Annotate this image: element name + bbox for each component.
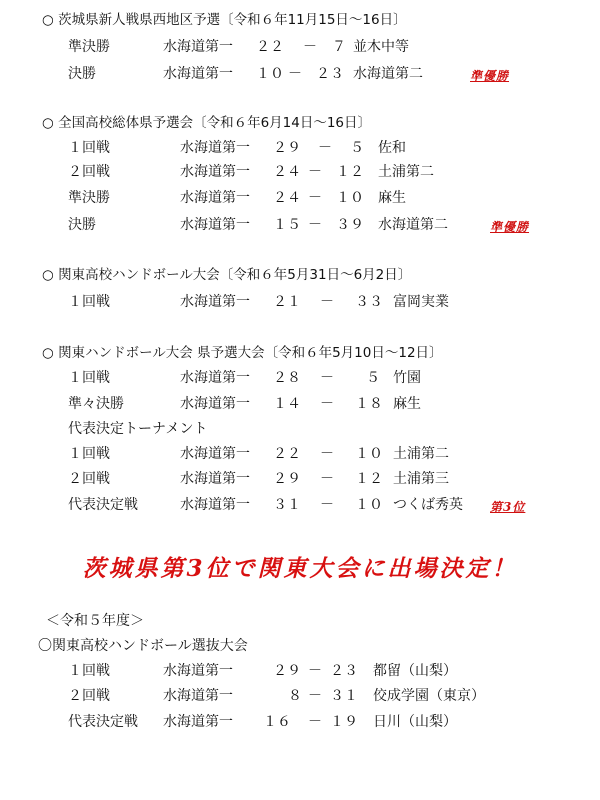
- round-label: 代表決定トーナメント: [68, 421, 208, 437]
- score-dash: －: [320, 446, 334, 462]
- section-title: ○ 関東ハンドボール大会 県予選大会〔令和６年5月10日～12日〕: [42, 345, 443, 361]
- opponent-name: 麻生: [393, 396, 421, 412]
- score-a: ２４: [273, 164, 301, 180]
- score-a: １５: [273, 217, 301, 233]
- score-b: １０: [336, 190, 364, 206]
- score-a: １４: [273, 396, 301, 412]
- qualification-banner: 茨城県第3位で関東大会に出場決定！: [82, 555, 518, 582]
- score-a: ２９: [273, 471, 301, 487]
- round-label: ２回戦: [68, 688, 110, 704]
- score-b: ５: [350, 140, 364, 156]
- opponent-name: つくば秀英: [393, 497, 463, 513]
- match-row: [68, 368, 588, 388]
- round-label: １回戦: [68, 140, 110, 156]
- opponent-name: 日川（山梨）: [373, 714, 457, 730]
- round-label: 準決勝: [68, 39, 110, 55]
- match-row: [68, 138, 588, 158]
- score-b: １０: [355, 497, 383, 513]
- match-row: [68, 37, 588, 57]
- opponent-name: 麻生: [378, 190, 406, 206]
- round-label: １回戦: [68, 370, 110, 386]
- match-row: [68, 686, 588, 706]
- match-row: [68, 394, 588, 414]
- score-a: ２８: [273, 370, 301, 386]
- score-b: ３９: [336, 217, 364, 233]
- round-label: ２回戦: [68, 164, 110, 180]
- section-title: ○ 茨城県新人戦県西地区予選〔令和６年11月15日～16日〕: [42, 12, 407, 28]
- team-name: 水海道第一: [180, 396, 250, 412]
- team-name: 水海道第一: [180, 190, 250, 206]
- score-a: １６: [263, 714, 291, 730]
- runner-up-badge: 準優勝: [490, 220, 530, 234]
- score-dash: －: [288, 66, 302, 82]
- match-row: [68, 292, 588, 312]
- match-row: [68, 661, 588, 681]
- score-a: ８: [288, 688, 302, 704]
- round-label: ２回戦: [68, 471, 110, 487]
- round-label: １回戦: [68, 294, 110, 310]
- opponent-name: 土浦第二: [378, 164, 434, 180]
- score-dash: －: [308, 217, 322, 233]
- runner-up-badge: 準優勝: [470, 69, 510, 83]
- score-dash: －: [320, 471, 334, 487]
- team-name: 水海道第一: [180, 446, 250, 462]
- round-label: １回戦: [68, 663, 110, 679]
- team-name: 水海道第一: [163, 688, 233, 704]
- score-a: １０: [256, 66, 284, 82]
- year-label: ＜令和５年度＞: [46, 613, 144, 629]
- team-name: 水海道第一: [180, 294, 250, 310]
- opponent-name: 都留（山梨）: [373, 663, 457, 679]
- score-b: ５: [366, 370, 380, 386]
- team-name: 水海道第一: [180, 217, 250, 233]
- score-b: ７: [332, 39, 346, 55]
- match-row: [68, 469, 588, 489]
- section-title: ○ 関東高校ハンドボール大会〔令和６年5月31日～6月2日〕: [42, 267, 412, 283]
- match-row: [68, 64, 588, 84]
- score-dash: －: [320, 396, 334, 412]
- opponent-name: 水海道第二: [378, 217, 448, 233]
- round-label: 代表決定戦: [68, 714, 138, 730]
- score-a: ２４: [273, 190, 301, 206]
- team-name: 水海道第一: [180, 497, 250, 513]
- opponent-name: 富岡実業: [393, 294, 449, 310]
- score-a: ２９: [273, 663, 301, 679]
- third-place-badge: 第3位: [490, 500, 526, 514]
- opponent-name: 土浦第三: [393, 471, 449, 487]
- team-name: 水海道第一: [180, 370, 250, 386]
- score-a: ２２: [273, 446, 301, 462]
- opponent-name: 佐和: [378, 140, 406, 156]
- score-a: ２１: [273, 294, 301, 310]
- opponent-name: 佼成学園（東京）: [373, 688, 485, 704]
- score-b: ２３: [330, 663, 358, 679]
- round-label: 準決勝: [68, 190, 110, 206]
- opponent-name: 水海道第二: [353, 66, 423, 82]
- round-label: 決勝: [68, 217, 96, 233]
- team-name: 水海道第一: [163, 714, 233, 730]
- team-name: 水海道第一: [180, 471, 250, 487]
- score-dash: －: [308, 190, 322, 206]
- opponent-name: 並木中等: [353, 39, 409, 55]
- score-dash: －: [308, 164, 322, 180]
- team-name: 水海道第一: [180, 164, 250, 180]
- round-label: 準々決勝: [68, 396, 124, 412]
- score-dash: －: [320, 497, 334, 513]
- score-a: ３１: [273, 497, 301, 513]
- team-name: 水海道第一: [163, 66, 233, 82]
- score-a: ２２: [256, 39, 284, 55]
- score-dash: －: [308, 714, 322, 730]
- score-b: １０: [355, 446, 383, 462]
- opponent-name: 竹園: [393, 370, 421, 386]
- score-b: １２: [336, 164, 364, 180]
- score-dash: －: [308, 688, 322, 704]
- team-name: 水海道第一: [163, 663, 233, 679]
- score-b: ３１: [330, 688, 358, 704]
- round-label: 代表決定戦: [68, 497, 138, 513]
- score-b: １２: [355, 471, 383, 487]
- round-label: １回戦: [68, 446, 110, 462]
- score-dash: －: [320, 294, 334, 310]
- score-a: ２９: [273, 140, 301, 156]
- section-title: 〇関東高校ハンドボール選抜大会: [38, 638, 248, 654]
- score-dash: －: [320, 370, 334, 386]
- team-name: 水海道第一: [163, 39, 233, 55]
- score-dash: －: [308, 663, 322, 679]
- match-row: [68, 188, 588, 208]
- score-dash: －: [318, 140, 332, 156]
- team-name: 水海道第一: [180, 140, 250, 156]
- match-row: [68, 444, 588, 464]
- score-b: ２３: [316, 66, 344, 82]
- opponent-name: 土浦第二: [393, 446, 449, 462]
- match-row: [68, 162, 588, 182]
- score-b: １８: [355, 396, 383, 412]
- bracket-subheading: [68, 419, 588, 439]
- score-b: １９: [330, 714, 358, 730]
- section-title: ○ 全国高校総体県予選会〔令和６年6月14日～16日〕: [42, 115, 372, 131]
- round-label: 決勝: [68, 66, 96, 82]
- score-b: ３３: [355, 294, 383, 310]
- score-dash: －: [303, 39, 317, 55]
- match-row: [68, 712, 588, 732]
